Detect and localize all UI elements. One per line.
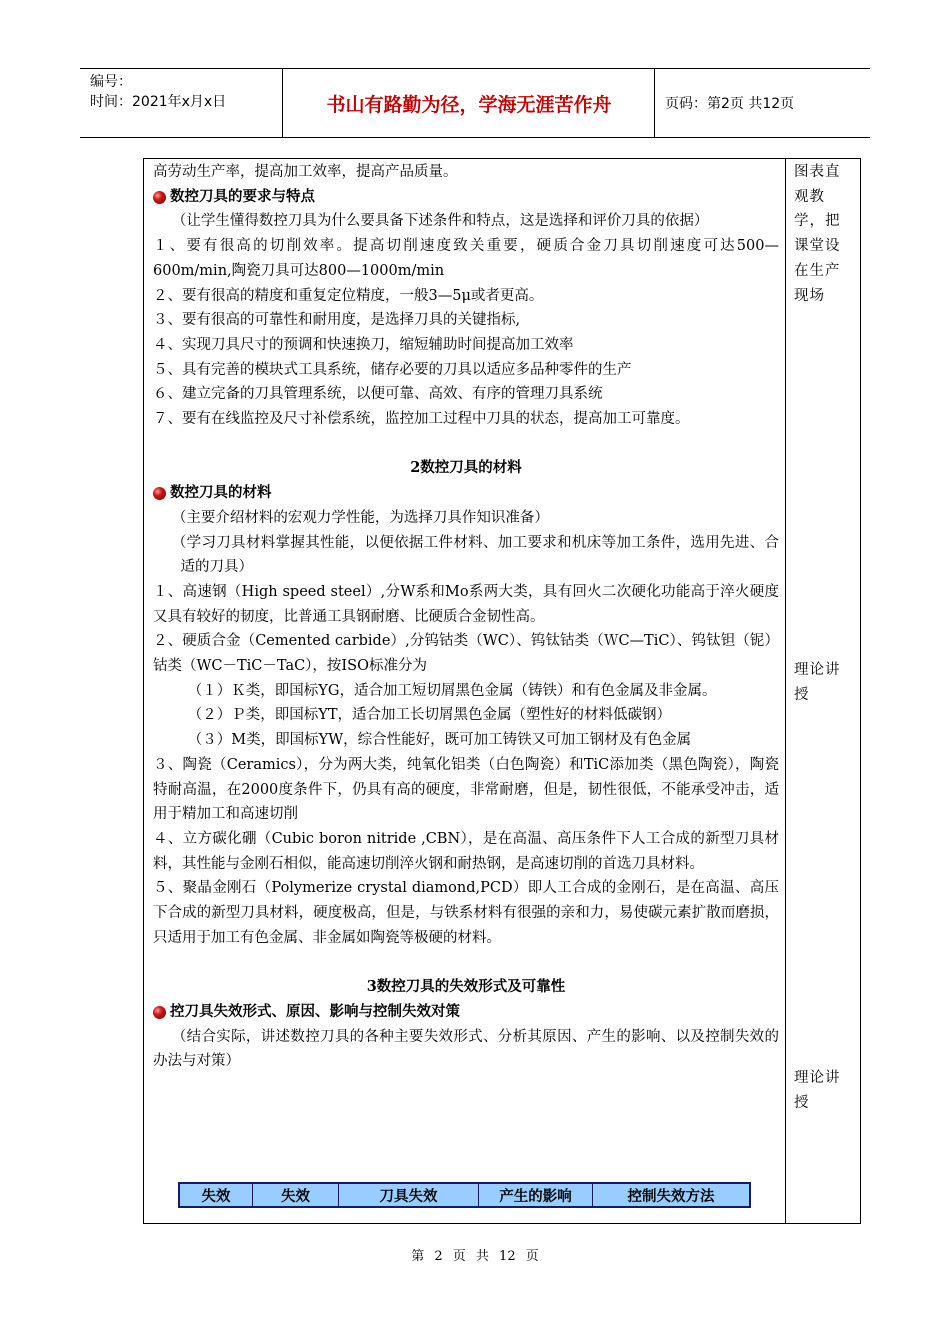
table-header-cell: 失效 bbox=[180, 1184, 253, 1206]
paragraph: （学习刀具材料掌握其性能，以便依据工件材料、加工要求和机床等加工条件，选用先进、合适的刀具） bbox=[171, 534, 779, 576]
header-info bbox=[80, 69, 283, 137]
paragraph: ４、实现刀具尺寸的预调和快速换刀，缩短辅助时间提高加工效率 bbox=[153, 336, 574, 353]
paragraph: （结合实际，讲述数控刀具的各种主要失效形式、分析其原因、产生的影响、以及控制失效的办法与对策） bbox=[153, 1028, 779, 1070]
paragraph: ３、要有很高的可靠性和耐用度，是选择刀具的关键指标, bbox=[153, 312, 521, 329]
section-title: 2数控刀具的材料 bbox=[410, 459, 522, 477]
number-label: 编号： bbox=[90, 74, 132, 90]
side-note: 理论讲授 bbox=[794, 1070, 841, 1111]
side-note: 图表直观教学，把课堂设在生产现场 bbox=[794, 164, 841, 304]
paragraph: （２）Ｐ类，即国标YT，适合加工长切屑黑色金属（塑性好的材料低碳钢） bbox=[187, 707, 672, 724]
time-label: 时间：2021年x月x日 bbox=[90, 94, 227, 110]
red-ball-bullet-icon bbox=[153, 487, 166, 500]
bullet-heading: 控刀具失效形式、原因、影响与控制失效对策 bbox=[153, 1000, 779, 1025]
paragraph: 高劳动生产率，提高加工效率，提高产品质量。 bbox=[153, 164, 458, 180]
page-footer: 第 2 页 共 12 页 bbox=[411, 1249, 539, 1264]
paragraph: ２、要有很高的精度和重复定位精度，一般3—5μ或者更高。 bbox=[153, 287, 544, 304]
paragraph: ４、立方碳化硼（Cubic boron nitride ,CBN），是在高温、高压条件下人工合成的新型刀具材料，其性能与金刚石相似，能高速切削淬火钢和耐热钢，是高速切削的首选刀具材料。 bbox=[153, 830, 779, 872]
red-ball-bullet-icon bbox=[153, 191, 166, 204]
page-header bbox=[80, 68, 870, 138]
red-ball-bullet-icon bbox=[153, 1006, 166, 1019]
side-note: 理论讲授 bbox=[794, 662, 841, 703]
bullet-heading: 数控刀具的要求与特点 bbox=[153, 185, 779, 210]
main-content bbox=[153, 160, 779, 1074]
header-page-label: 页码：第2页 共12页 bbox=[665, 96, 795, 112]
table-header-cell: 产生的影响 bbox=[479, 1184, 593, 1206]
failure-table-header bbox=[178, 1182, 751, 1208]
header-motto: 书山有路勤为径，学海无涯苦作舟 bbox=[284, 69, 655, 137]
paragraph: （主要介绍材料的宏观力学性能，为选择刀具作知识准备） bbox=[171, 509, 549, 526]
paragraph: （１）Ｋ类，即国标YG，适合加工短切屑黑色金属（铸铁）和有色金属及非金属。 bbox=[187, 682, 717, 699]
table-header-cell: 失效 bbox=[253, 1184, 339, 1206]
paragraph: １、高速钢（High speed steel）,分W系和Mo系两大类，具有回火二次硬化功能高于淬火硬度又具有较好的韧度，比普通工具钢耐磨、比硬质合金韧性高。 bbox=[153, 583, 779, 625]
paragraph: ２、硬质合金（Cemented carbide）,分钨钴类（WC）、钨钛钴类（ＷC—TiC）、钨钛钽（铌）钴类（WC－TiC－TaC），按ISO标准分为 bbox=[153, 633, 779, 675]
paragraph: ５、聚晶金刚石（Polymerize crystal diamond,PCD）即人工合成的金刚石，是在高温、高压下合成的新型刀具材料，硬度极高，但是，与铁系材料有很强的亲和力，易使碳元素扩散而磨损，只适用于加工有色金属、非金属如陶瓷等极硬的材料。 bbox=[153, 880, 779, 946]
paragraph: ３、陶瓷（Ceramics），分为两大类，纯氧化铝类（白色陶瓷）和TiC添加类（黑色陶瓷），陶瓷特耐高温，在2000度条件下，仍具有高的硬度，非常耐磨，但是，韧性很低，不能承受冲击，适用于精加工和高速切削 bbox=[153, 756, 779, 823]
paragraph: １、要有很高的切削效率。提高切削速度致关重要，硬质合金刀具切削速度可达500—600m/min,陶瓷刀具可达800—1000m/min bbox=[153, 238, 779, 279]
paragraph: ７、要有在线监控及尺寸补偿系统，监控加工过程中刀具的状态，提高加工可靠度。 bbox=[153, 411, 690, 428]
section-title: 3数控刀具的失效形式及可靠性 bbox=[366, 978, 566, 996]
bullet-heading: 数控刀具的材料 bbox=[153, 481, 779, 506]
paragraph: （３）M类，即国标YW，综合性能好，既可加工铸铁又可加工钢材及有色金属 bbox=[187, 732, 692, 749]
paragraph: ５、具有完善的模块式工具系统，储存必要的刀具以适应多品种零件的生产 bbox=[153, 361, 632, 378]
column-divider bbox=[785, 158, 786, 1224]
table-header-cell: 刀具失效 bbox=[339, 1184, 479, 1206]
paragraph: ６、建立完备的刀具管理系统，以便可靠、高效、有序的管理刀具系统 bbox=[153, 386, 603, 403]
table-header-cell: 控制失效方法 bbox=[627, 1187, 715, 1205]
paragraph: （让学生懂得数控刀具为什么要具备下述条件和特点，这是选择和评价刀具的依据） bbox=[171, 213, 709, 230]
